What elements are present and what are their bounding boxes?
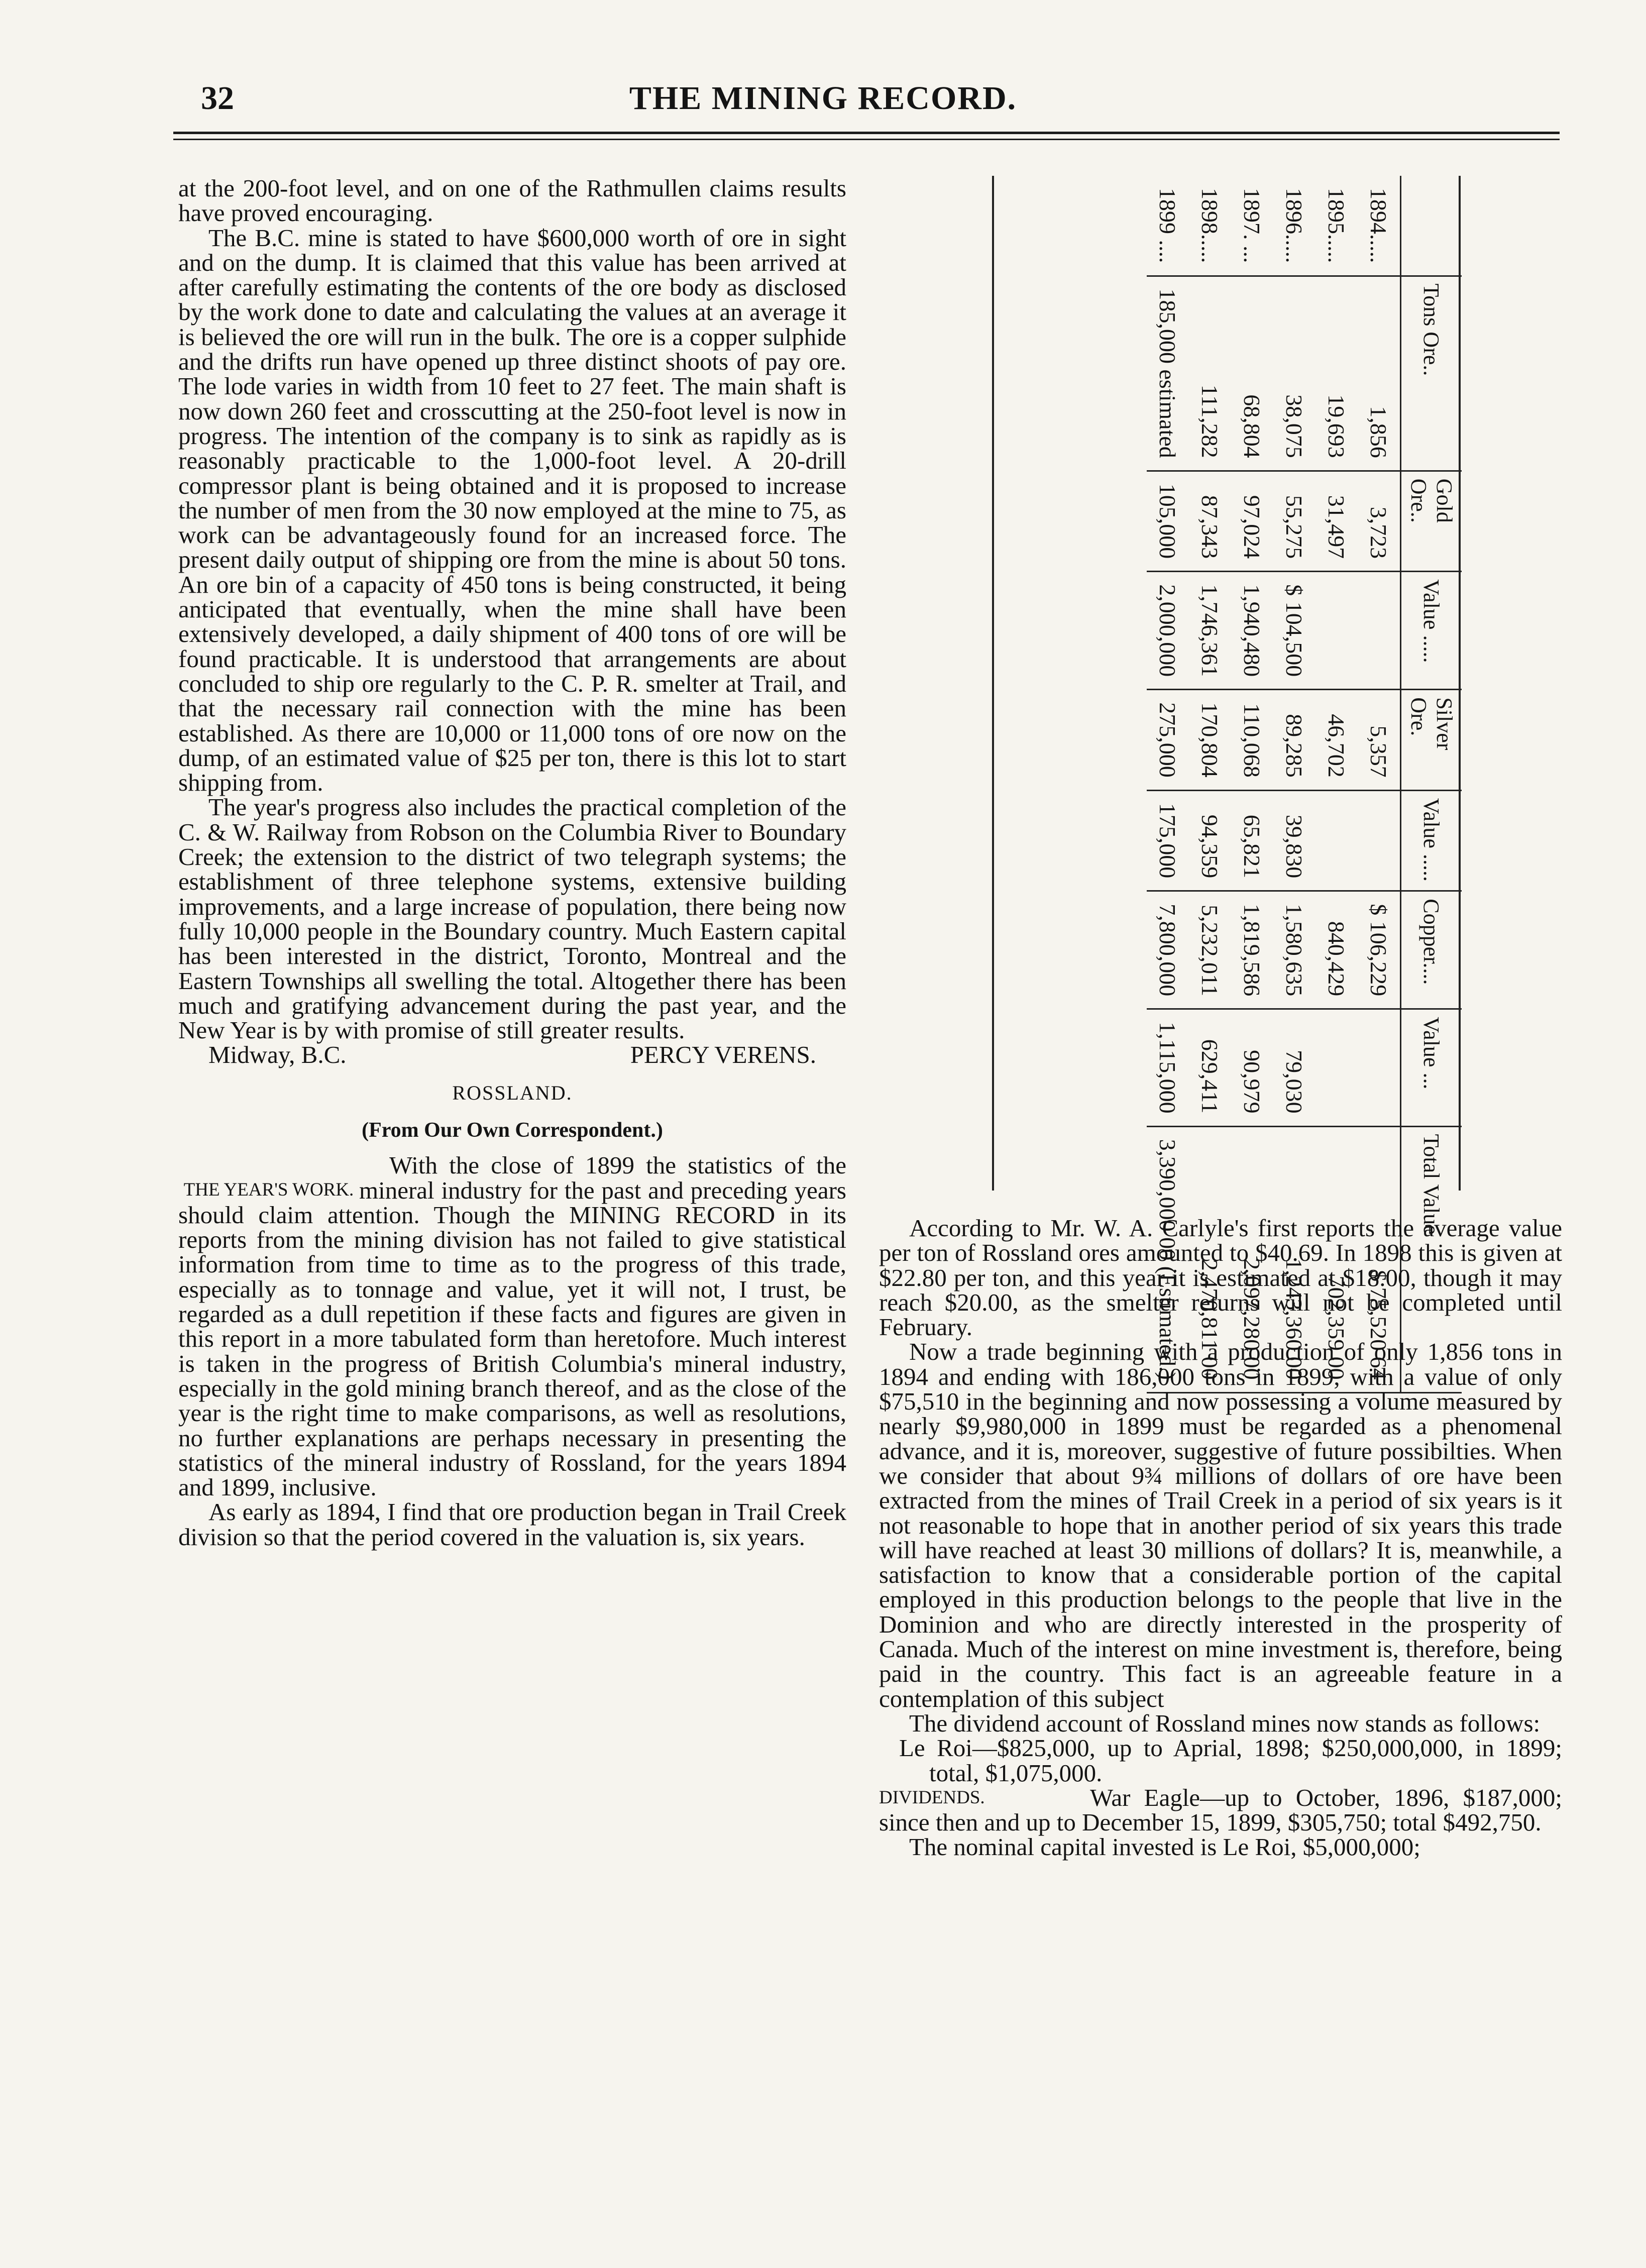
page-title: THE MINING RECORD. — [629, 80, 1017, 117]
table-cell: $ 75,520 64 — [1358, 1126, 1401, 1392]
paragraph: The dividend account of Rossland mines now stands as follows: — [909, 1709, 1541, 1737]
table-header-cell: Silver Ore. — [1401, 690, 1462, 791]
paragraph: The year's progress also includes the practical completion of the C. & W. Railway from Robson on the Columbia River to Boundary Creek; the extension to the district of two telegraph systems; the establishment of three telephone systems, extensive building improvements, and a large increase of population, there being now fully 10,000 people in the Boundary country. Much Eastern capital has been interested in the district, Toronto, Montreal and the Eastern Townships all swelling the total. Altogether there has been much and gratifying advancement during the past year, and the New Year is by with promise of still greater results. — [178, 793, 846, 1044]
side-heading-dividends: DIVIDENDS. — [879, 1787, 985, 1808]
paragraph — [178, 1153, 846, 1499]
paragraph: at the 200-foot level, and on one of the Rathmullen claims results have proved encouraging. — [178, 174, 846, 227]
table-header-cell: Copper.... — [1401, 891, 1462, 1009]
right-column — [879, 1216, 1562, 1860]
table-cell: 1899 .... — [1147, 176, 1189, 276]
table-cell: 1895..... — [1315, 176, 1358, 276]
table-header-cell: Value ..... — [1401, 790, 1462, 891]
table-header-cell: Value ... — [1401, 1009, 1462, 1126]
table-cell: 2,000,000 — [1147, 572, 1189, 690]
paragraph: The B.C. mine is stated to have $600,000 worth of ore in sight and on the dump. It is claimed that this value has been arrived at after carefully estimating the contents of the ore body as disclosed by the work done to date and calculating the values at an average it is believed the ore will run in the bulk. The ore is a copper sulphide and the drifts run have opened up three distinct shoots of pay ore. The lode varies in width from 10 feet to 27 feet. The main shaft is now down 260 feet and crosscutting at the 250-foot level is now in progress. The intention of the company is to sink as rapidly as is reasonably practicable to the 1,000-foot level. A 20-drill compressor plant is being obtained and it is proposed to increase the number of men from the 30 now employed at the mine to 75, as work can be advantageously found for an increased force. The present daily output of shipping ore from the mine is about 50 tons. An ore bin of a capacity of 450 tons is being constructed, it being anticipated that eventually, when the mine shall have been extensively developed, a daily shipment of 400 tons of ore will be found practicable. It is understood that arrangements are about concluded to ship ore regularly to the C. P. R. smelter at Trail, and that the necessary rail connection with the mine has been established. As there are 10,000 or 11,000 tons of ore now on the dump, of an estimated value of $25 per ton, there is this lot to start shipping from. — [178, 224, 846, 797]
table-cell: 1,746,361 — [1189, 572, 1231, 690]
table-row — [1273, 176, 1315, 1392]
table-cell — [1315, 1009, 1358, 1126]
table-cell: $ 104,500 — [1273, 572, 1315, 690]
table-header-cell — [1401, 176, 1462, 276]
signature-name: PERCY VERENS. — [630, 1041, 816, 1069]
table-cell: 31,497 — [1315, 471, 1358, 572]
table-row — [1358, 176, 1401, 1392]
table-cell: 19,693 — [1315, 276, 1358, 471]
table-row — [1315, 176, 1358, 1392]
table-cell: 65,821 — [1231, 790, 1273, 891]
table-cell: 175,000 — [1147, 790, 1189, 891]
table-cell: 275,000 — [1147, 690, 1189, 791]
statistics-table — [1147, 176, 1462, 1393]
table-cell: 1,940,480 — [1231, 572, 1273, 690]
paragraph — [879, 1785, 1562, 1835]
table-cell — [1358, 1009, 1401, 1126]
table-cell: 90,979 — [1231, 1009, 1273, 1126]
table-cell: 105,000 — [1147, 471, 1189, 572]
table-cell: 1,115,000 — [1147, 1009, 1189, 1126]
table-row — [1231, 176, 1273, 1392]
table-cell: 5,357 — [1358, 690, 1401, 791]
table-cell: 79,030 — [1273, 1009, 1315, 1126]
table-cell: 3,390,000 00 (Estimated.) — [1147, 1126, 1189, 1392]
table-cell: 87,343 — [1189, 471, 1231, 572]
header-rule-bottom — [173, 139, 1560, 140]
signature-place: Midway, B.C. — [208, 1041, 347, 1069]
table-cell — [1315, 790, 1358, 891]
table-cell: 94,359 — [1189, 790, 1231, 891]
dividend-war-eagle: War Eagle—up to October, 1896, $187,000; since then and up to December 15, 1899, $305,750; total $492,750. — [879, 1783, 1562, 1837]
table-cell: 2,470,811 00 — [1189, 1126, 1231, 1392]
table-cell: 170,804 — [1189, 690, 1231, 791]
section-heading: ROSSLAND. — [452, 1081, 573, 1104]
table-cell: 68,804 — [1231, 276, 1273, 471]
paragraph: As early as 1894, I find that ore production began in Trail Creek division so that the period covered in the valuation is, six years. — [178, 1498, 846, 1551]
side-heading: THE YEAR'S WORK. — [183, 1179, 354, 1201]
table-header-cell: Tons Ore.. — [1401, 276, 1462, 471]
dividend-le-roi: Le Roi—$825,000, up to Aprial, 1898; $250,000,000, in 1899; total, $1,075,000. — [899, 1734, 1562, 1787]
header-rule-top — [173, 132, 1560, 134]
table-cell: 38,075 — [1273, 276, 1315, 471]
table-cell: 185,000 estimated — [1147, 276, 1189, 471]
table-cell: 2,097,280 00 — [1231, 1126, 1273, 1392]
table-cell: 3,723 — [1358, 471, 1401, 572]
table-cell: 1,580,635 — [1273, 891, 1315, 1009]
table-cell: 55,275 — [1273, 471, 1315, 572]
table-cell: 1,243,360 00 — [1273, 1126, 1315, 1392]
signature-line — [178, 1042, 846, 1067]
table-cell: 840,429 — [1315, 891, 1358, 1009]
table-cell: 7,800,000 — [1147, 891, 1189, 1009]
table-cell: $ 106,229 — [1358, 891, 1401, 1009]
table-cell: 89,285 — [1273, 690, 1315, 791]
table-cell: 111,282 — [1189, 276, 1231, 471]
page-number: 32 — [201, 80, 234, 117]
paragraph: Now a trade beginning with a production of only 1,856 tons in 1894 and ending with 186,000 tons in 1899, with a value of only $75,510 in the beginning and now possessing a volume measured by nearly $9,980,000 in 1899 must be regarded as a phenomenal advance, and it is, moreover, suggestive of future possibilties. When we consider that about 9¾ millions of dollars of ore have been extracted from the mines of Trail Creek in a period of six years is it not reasonable to hope that in another period of six years this trade will have reached at least 30 millions of dollars? It is, meanwhile, a satisfaction to know that a considerable portion of the capital employed in this production belongs to the people that live in the Dominion and who are directly interested in the prosperity of Canada. Much of the interest on mine investment is, therefore, being paid in the country. This fact is an agreeable feature in a contemplation of this subject — [879, 1338, 1562, 1712]
table-cell: 46,702 — [1315, 690, 1358, 791]
section-subheading: (From Our Own Correspondent.) — [362, 1118, 663, 1142]
table-row — [1147, 176, 1189, 1392]
table-cell — [1358, 790, 1401, 891]
table-cell: 1,856 — [1358, 276, 1401, 471]
table-cell: 1894..... — [1358, 176, 1401, 276]
paragraph: According to Mr. W. A. Carlyle's first reports the average value per ton of Rossland ores amounted to $40.69. In 1898 this is given at $22.80 per ton, and this year it is estimated at $18.00, though it may reach $20.00, as the smelter returns will not be completed until February. — [879, 1214, 1562, 1341]
table-header-cell: Value ..... — [1401, 572, 1462, 690]
table-header-cell: Gold Ore.. — [1401, 471, 1462, 572]
table-cell: 1898..... — [1189, 176, 1231, 276]
table-cell: 629,411 — [1189, 1009, 1231, 1126]
table-cell: 97,024 — [1231, 471, 1273, 572]
table-cell: 110,068 — [1231, 690, 1273, 791]
table-cell — [1358, 572, 1401, 690]
table-cell: 1,819,586 — [1231, 891, 1273, 1009]
paragraph-text: With the close of 1899 the statistics of the mineral industry for the past and preceding years should claim attention. Though the MINING RECORD in its reports from the mining division has not failed to give statistical information from time to time as to the progress of this trade, especially as to tonnage and value, yet it will not, I trust, be regarded as a dull repetition if these facts and figures are given in this report in a more tabulated form than heretofore. Much interest is taken in the progress of British Columbia's mineral industry, especially in the gold mining branch thereof, and as the close of the year is the right time to make comparisons, as well as resolutions, no further explanations are perhaps necessary in presenting the statistics of the mineral industry of Rossland, for the years 1894 and 1899, inclusive. — [178, 1151, 846, 1501]
table-cell: 702,359 00 — [1315, 1126, 1358, 1392]
table-row — [1189, 176, 1231, 1392]
table-cell: 5,232,011 — [1189, 891, 1231, 1009]
left-column — [178, 176, 846, 1549]
table-header-row — [1401, 176, 1462, 1392]
table-cell: 1896..... — [1273, 176, 1315, 276]
table-cell: 1897. ... — [1231, 176, 1273, 276]
table-cell: 39,830 — [1273, 790, 1315, 891]
paragraph: The nominal capital invested is Le Roi, $5,000,000; — [909, 1833, 1420, 1861]
table-cell — [1315, 572, 1358, 690]
table-header-cell: Total Value — [1401, 1126, 1462, 1392]
